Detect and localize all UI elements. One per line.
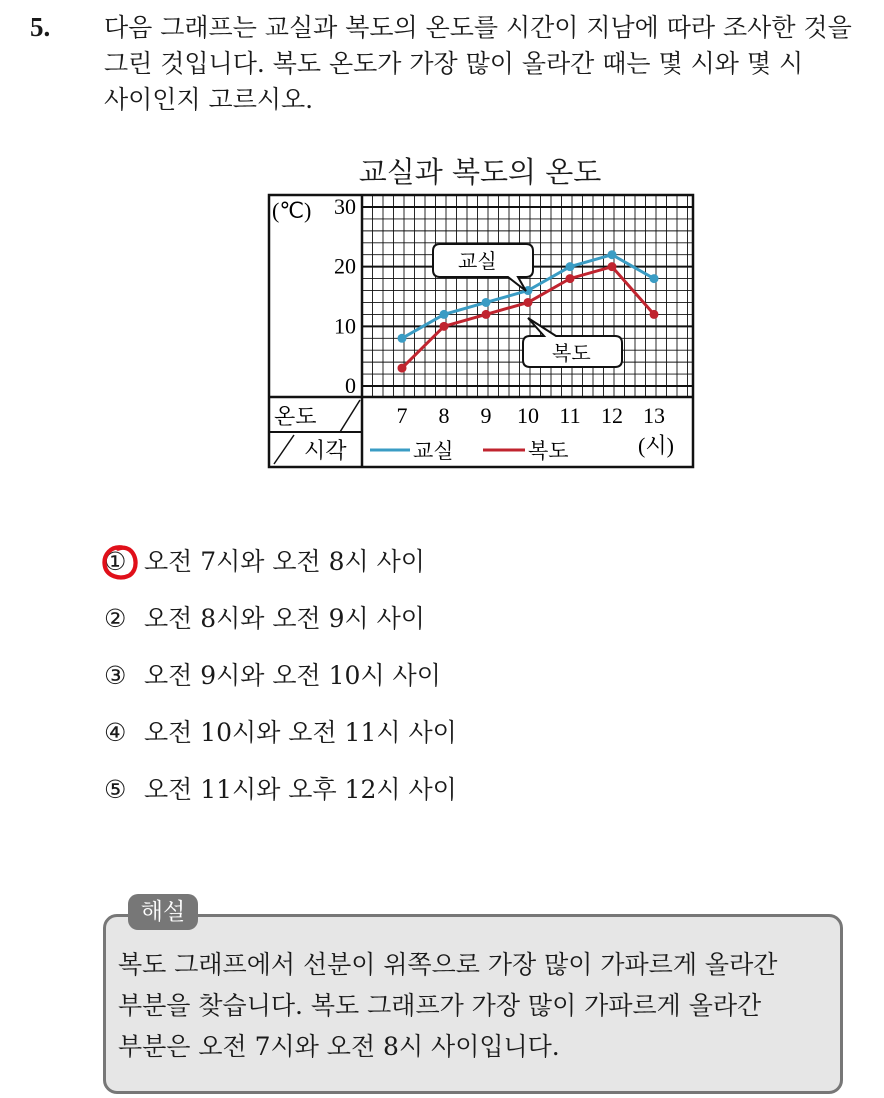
option-3-text: 오전 9시와 오전 10시 사이	[144, 661, 441, 690]
option-1-mark: ①	[104, 547, 127, 576]
temperature-chart	[260, 150, 700, 470]
callout-classroom-text: 교실	[458, 249, 497, 273]
hallway-data-point	[398, 364, 407, 373]
classroom-data-point	[566, 262, 575, 271]
hallway-data-point	[482, 310, 491, 319]
x-tick-label: 12	[601, 403, 623, 428]
callout-classroom	[433, 244, 533, 291]
corner-label-time: 시각	[304, 439, 347, 464]
option-5[interactable]	[104, 770, 457, 810]
chart-svg	[260, 150, 700, 470]
classroom-data-point	[440, 310, 449, 319]
option-2[interactable]	[104, 599, 425, 639]
explanation-line: 복도 그래프에서 선분이 위쪽으로 가장 많이 가파르게 올라간	[118, 950, 778, 979]
option-5-text: 오전 11시와 오후 12시 사이	[144, 775, 457, 804]
chart-title: 교실과 복도의 온도	[358, 155, 602, 189]
explanation-line: 부분을 찾습니다. 복도 그래프가 가장 많이 가파르게 올라간	[118, 991, 762, 1020]
explanation-line: 부분은 오전 7시와 오전 8시 사이입니다.	[118, 1032, 560, 1061]
y-tick-label: 0	[345, 373, 356, 398]
x-tick-label: 7	[396, 403, 408, 428]
hallway-data-point	[440, 322, 449, 331]
option-1-text: 오전 7시와 오전 8시 사이	[144, 547, 425, 576]
hallway-data-point	[650, 310, 659, 319]
option-2-mark: ②	[104, 604, 127, 633]
callout-hallway-text: 복도	[552, 341, 591, 365]
x-tick-label: 9	[480, 403, 492, 428]
option-4-mark: ④	[104, 718, 127, 747]
hallway-data-point	[608, 262, 617, 271]
question-text	[104, 10, 874, 118]
classroom-data-point	[608, 250, 617, 259]
corner-label-temperature: 온도	[274, 405, 317, 430]
y-tick-label: 20	[334, 253, 356, 279]
option-2-text: 오전 8시와 오전 9시 사이	[144, 604, 425, 633]
option-4[interactable]	[104, 713, 457, 753]
explanation-tag: 해설	[128, 894, 198, 930]
x-tick-label: 11	[559, 403, 581, 428]
option-4-text: 오전 10시와 오전 11시 사이	[144, 718, 457, 747]
question-line: 다음 그래프는 교실과 복도의 온도를 시간이 지남에 따라 조사한 것을	[104, 13, 852, 42]
y-tick-label: 30	[334, 194, 356, 219]
x-tick-label: 8	[438, 403, 450, 428]
question-line: 사이인지 고르시오.	[104, 85, 314, 114]
y-unit-label: (℃)	[272, 198, 312, 223]
legend-classroom-label: 교실	[413, 439, 454, 463]
explanation-text	[118, 944, 838, 1067]
classroom-data-point	[398, 334, 407, 343]
question-number: 5.	[30, 12, 51, 42]
y-tick-label: 10	[334, 313, 356, 339]
classroom-data-point	[650, 274, 659, 283]
x-tick-label: 10	[517, 403, 539, 428]
question-line: 그린 것입니다. 복도 온도가 가장 많이 올라간 때는 몇 시와 몇 시	[104, 49, 804, 78]
option-5-mark: ⑤	[104, 775, 127, 804]
legend-hallway-label: 복도	[528, 439, 569, 463]
option-1[interactable]	[104, 542, 425, 582]
x-unit-label: (시)	[638, 433, 674, 458]
corner-slash-bottom	[274, 435, 294, 464]
hallway-data-point	[566, 274, 575, 283]
hallway-data-point	[524, 298, 533, 307]
classroom-data-point	[482, 298, 491, 307]
option-3[interactable]	[104, 656, 441, 696]
option-3-mark: ③	[104, 661, 127, 690]
corner-slash-top	[340, 400, 360, 432]
x-tick-label: 13	[643, 403, 665, 428]
